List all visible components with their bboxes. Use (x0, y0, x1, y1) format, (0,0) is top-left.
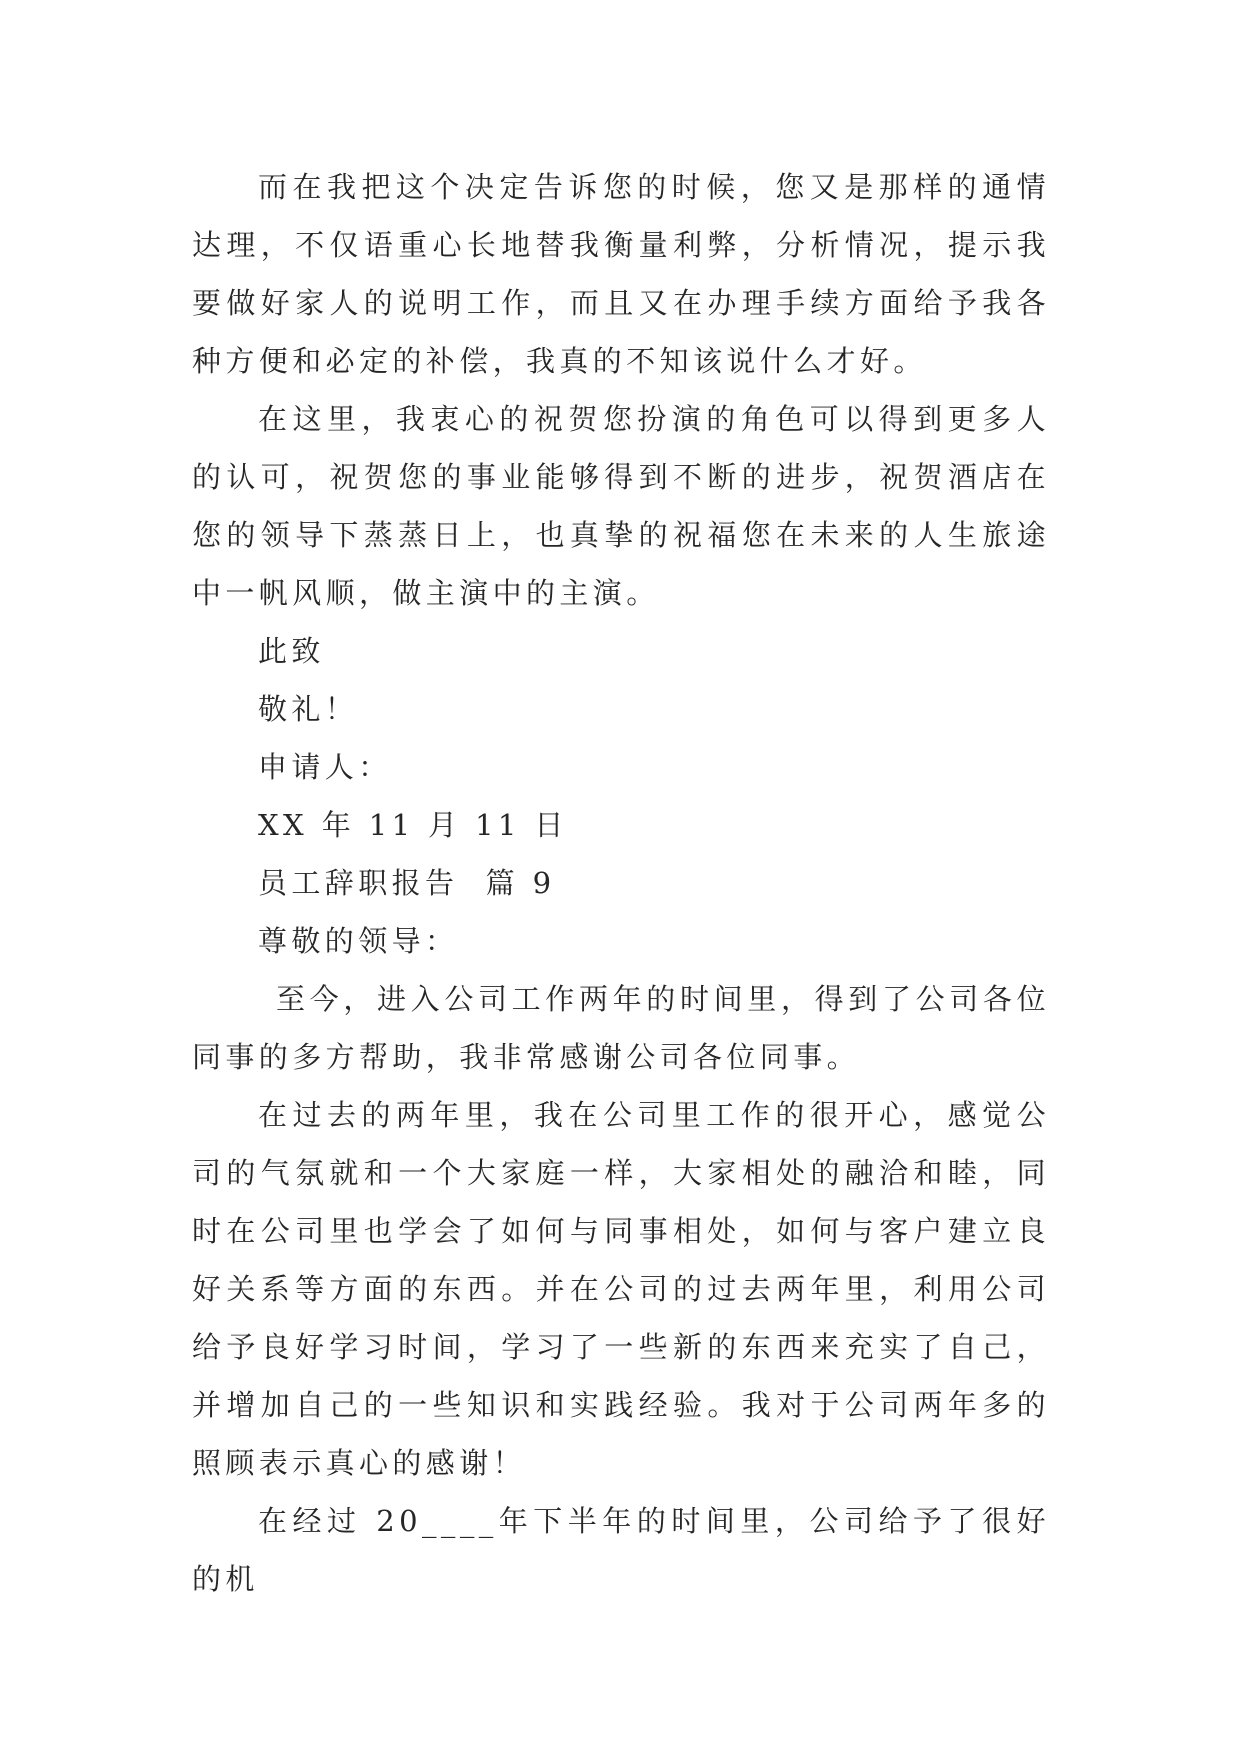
paragraph-two-years: 在过去的两年里，我在公司里工作的很开心，感觉公司的气氛就和一个大家庭一样，大家相处的融洽和睦，同时在公司里也学会了如何与同事相处，如何与客户建立良好关系等方面的东西。并在公司的过去两年里，利用公司给予良好学习时间，学习了一些新的东西来充实了自己，并增加自己的一些知识和实践经验。我对于公司两年多的照顾表示真心的感谢！ (192, 1098, 1050, 1480)
applicant-label: 申请人： (258, 750, 392, 784)
date-line: XX 年 11 月 11 日 (258, 808, 568, 842)
closing-jingli: 敬礼！ (258, 692, 359, 726)
salutation: 尊敬的领导： (258, 924, 459, 958)
paragraph-blessing: 在这里，我衷心的祝贺您扮演的角色可以得到更多人的认可，祝贺您的事业能够得到不断的进步，祝贺酒店在您的领导下蒸蒸日上，也真挚的祝福您在未来的人生旅途中一帆风顺，做主演中的主演。 (192, 402, 1050, 610)
document-body (192, 158, 1050, 1608)
section-title: 员工辞职报告 篇 9 (258, 866, 556, 900)
paragraph-second-half-year: 在经过 20____年下半年的时间里，公司给予了很好的机 (192, 1504, 1050, 1596)
paragraph-decision: 而在我把这个决定告诉您的时候，您又是那样的通情达理，不仅语重心长地替我衡量利弊，分析情况，提示我要做好家人的说明工作，而且又在办理手续方面给予我各种方便和必定的补偿，我真的不知该说什么才好。 (192, 170, 1050, 378)
paragraph-thanks-colleagues: 至今，进入公司工作两年的时间里，得到了公司各位同事的多方帮助，我非常感谢公司各位同事。 (192, 982, 1050, 1074)
closing-cizhi: 此致 (258, 634, 325, 668)
